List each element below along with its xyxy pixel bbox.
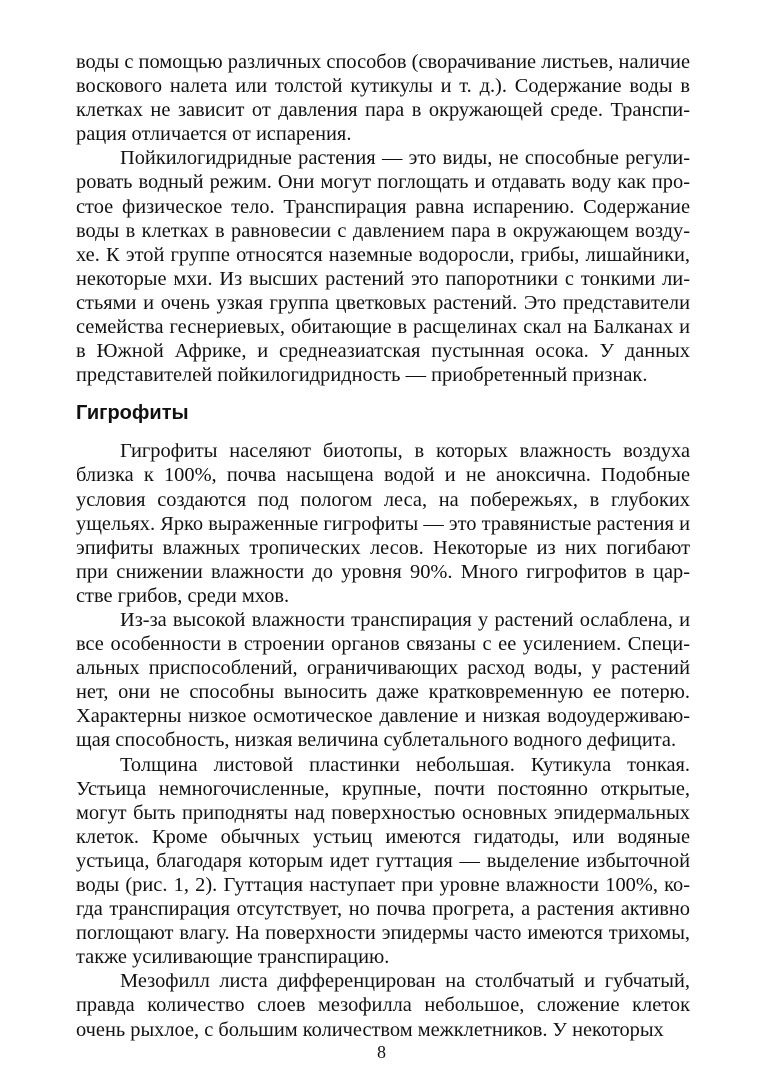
paragraph-leaf-structure: Толщина листовой пластинки небольшая. Кутикула тонкая. Устьица немногочисленные, крупные, почти постоянно открытые, могут быть приподняты над поверхностью основных эпидермальных клеток. Кроме обычных устьиц имеются гидатоды, или водяные устьица, благодаря которым идет гуттация — выделение избыточной воды (рис. 1, 2). Гуттация наступает при уровне влажности 100%, когда транспирация отсутствует, но почва прогрета, а растения активно поглощают влагу. На поверхности эпидермы часто имеются трихомы, также усиливающие транспирацию. <box>76 753 690 969</box>
paragraph-mesophyll: Мезофилл листа дифференцирован на столбчатый и губчатый, правда количество слоев мезофилла небольшое, сложение клеток очень рыхлое, с большим количеством межклетников. У некоторых <box>76 970 690 1041</box>
section-heading: Гигрофиты <box>76 402 189 425</box>
page-number: 8 <box>377 1042 386 1062</box>
paragraph-continuation: воды с помощью различных способов (сворачивание листьев, наличие воскового налета или толстой кутикулы и т. д.). Содержание воды в клетках не зависит от давления пара в окружающей среде. Транспирация отличается от испарения. <box>76 51 690 146</box>
page-body <box>76 50 690 1042</box>
paragraph-transpiration: Из-за высокой влажности транспирация у растений ослаблена, и все особенности в строении органов связаны с ее усилением. Специальных приспособлений, ограничивающих расход воды, у растений нет, они не способны выносить даже кратковременную ее потерю. Характерны низкое осмотическое давление и низкая водоудерживающая способность, низкая величина сублетального водного дефицита. <box>76 608 690 752</box>
paragraph-hygrophytes-habitat: Гигрофиты населяют биотопы, в которых влажность воздуха близка к 100%, почва насыщена водой и не аноксична. Подобные условия создаются под пологом леса, на побережьях, в глубоких ущельях. Ярко выраженные гигрофиты — это травянистые растения и эпифиты влажных тропических лесов. Некоторые из них погибают при снижении влажности до уровня 90%. Много гигрофитов в царстве грибов, среди мхов. <box>76 440 690 607</box>
paragraph-poikilohydric: Пойкилогидридные растения — это виды, не способные регулировать водный режим. Они могут поглощать и отдавать воду как простое физическое тело. Транспирация равна испарению. Содержание воды в клетках в равновесии с давлением пара в окружающем воздухе. К этой группе относятся наземные водоросли, грибы, лишайники, некоторые мхи. Из высших растений это папоротники с тонкими листьями и очень узкая группа цветковых растений. Это представители семейства геснериевых, обитающие в расщелинах скал на Балканах и в Южной Африке, и среднеазиатская пустынная осока. У данных представителей пойкилогидридность — приобретенный признак. <box>76 147 690 387</box>
